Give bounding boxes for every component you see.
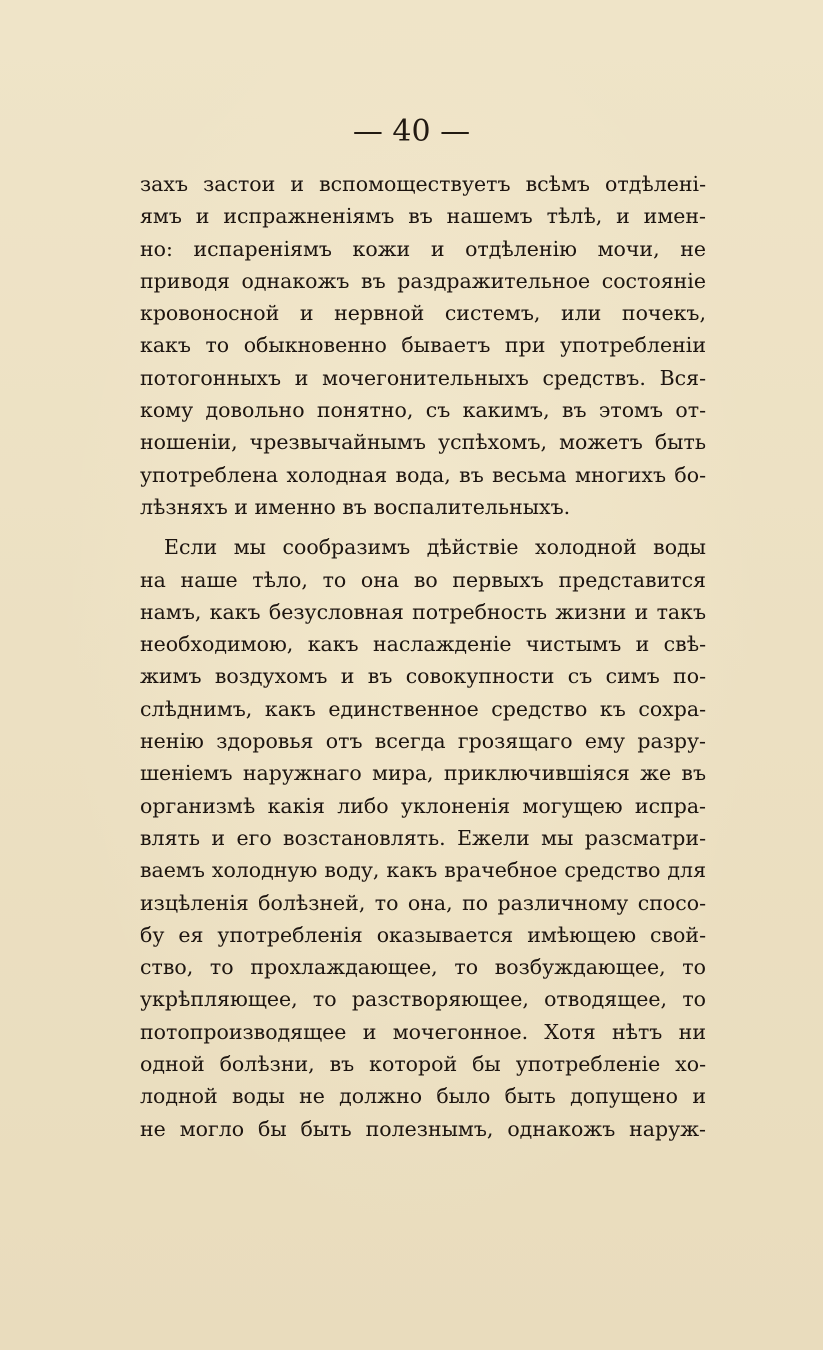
- paragraph-2: [140, 531, 706, 1145]
- text-line: употреблена холодная вода, въ весьма многихъ бо-: [140, 462, 706, 487]
- text-line: потогонныхъ и мочегонительныхъ средствъ. Вся-: [140, 365, 706, 390]
- text-line: не могло бы быть полезнымъ, однакожъ наруж-: [140, 1116, 706, 1141]
- text-line: лѣзняхъ и именно въ воспалительныхъ.: [140, 494, 571, 519]
- text-line: захъ застои и вспомоществуетъ всѣмъ отдѣлені-: [140, 172, 706, 196]
- text-line: ямъ и испражненіямъ въ нашемъ тѣлѣ, и имен-: [140, 204, 706, 229]
- body-text: [140, 168, 706, 1145]
- text-line: приводя однакожъ въ раздражительное состояніе: [140, 268, 706, 293]
- text-line: потопроизводящее и мочегонное. Хотя нѣтъ ни: [140, 1019, 706, 1044]
- text-line: но: испареніямъ кожи и отдѣленію мочи, не: [140, 236, 706, 261]
- page-number: — 40 —: [352, 114, 471, 149]
- text-line: лодной воды не должно было быть допущено и: [140, 1084, 706, 1109]
- text-line: ненію здоровья отъ всегда грозящаго ему разру-: [140, 729, 706, 754]
- text-line: ваемъ холодную воду, какъ врачебное средство для: [140, 858, 706, 883]
- text-line: жимъ воздухомъ и въ совокупности съ симъ по-: [140, 664, 706, 689]
- text-line: слѣднимъ, какъ единственное средство къ сохра-: [140, 696, 706, 721]
- text-line: организмѣ какія либо уклоненія могущею испра-: [140, 793, 706, 818]
- paragraph-1: [140, 168, 706, 523]
- text-line: укрѣпляющее, то разстворяющее, отводящее, то: [140, 987, 706, 1012]
- text-line: какъ то обыкновенно бываетъ при употребленіи: [140, 333, 706, 358]
- text-line: шеніемъ наружнаго мира, приключившіяся же въ: [140, 761, 706, 786]
- text-line: кому довольно понятно, съ какимъ, въ этомъ от-: [140, 398, 706, 423]
- text-line: ство, то прохлаждающее, то возбуждающее, то: [140, 955, 706, 980]
- text-line: кровоносной и нервной системъ, или почекъ,: [140, 301, 706, 326]
- text-line: необходимою, какъ наслажденіе чистымъ и свѣ-: [140, 632, 706, 657]
- text-line: Если мы сообразимъ дѣйствіе холодной воды: [164, 535, 706, 560]
- text-line: ношеніи, чрезвычайнымъ успѣхомъ, можетъ быть: [140, 430, 706, 455]
- paragraph-gap: [140, 523, 706, 531]
- text-line: на наше тѣло, то она во первыхъ представится: [140, 567, 706, 592]
- text-line: влять и его возстановлять. Ежели мы разсматри-: [140, 825, 706, 850]
- text-line: изцѣленія болѣзней, то она, по различному спосо-: [140, 890, 706, 915]
- text-line: намъ, какъ безусловная потребность жизни и такъ: [140, 599, 706, 624]
- text-line: одной болѣзни, въ которой бы употребленіе хо-: [140, 1052, 706, 1077]
- text-line: бу ея употребленія оказывается имѣющею свой-: [140, 922, 706, 947]
